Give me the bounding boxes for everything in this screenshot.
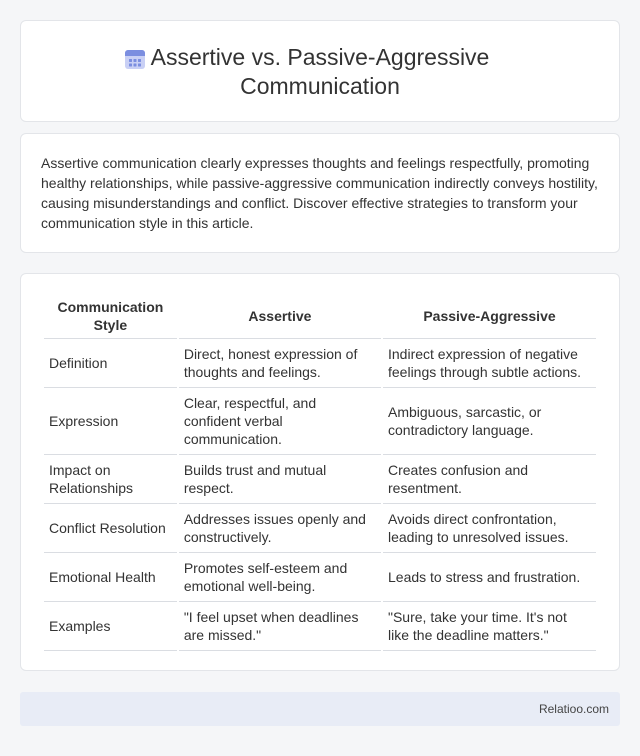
page-title	[21, 43, 619, 101]
header-passive-aggressive: Passive-Aggressive	[383, 294, 596, 339]
table-row	[44, 553, 596, 602]
comparison-card	[20, 273, 620, 671]
row-label: Emotional Health	[44, 553, 177, 602]
assertive-cell: Promotes self-esteem and emotional well-being.	[179, 553, 381, 602]
page-title-line-2: Communication	[240, 73, 400, 99]
title-card	[20, 20, 620, 122]
passive-aggressive-cell: Indirect expression of negative feelings through subtle actions.	[383, 339, 596, 388]
row-label: Examples	[44, 602, 177, 651]
row-label: Definition	[44, 339, 177, 388]
row-label: Expression	[44, 388, 177, 455]
passive-aggressive-cell: Leads to stress and frustration.	[383, 553, 596, 602]
assertive-cell: "I feel upset when deadlines are missed."	[179, 602, 381, 651]
footer-brand-link[interactable]: Relatioo.com	[538, 702, 609, 716]
table-row	[44, 504, 596, 553]
footer-bar	[20, 692, 620, 726]
assertive-cell: Clear, respectful, and confident verbal communication.	[179, 388, 381, 455]
assertive-cell: Addresses issues openly and constructively.	[179, 504, 381, 553]
row-label: Impact on Relationships	[44, 455, 177, 504]
header-communication-style: Communication Style	[44, 294, 177, 339]
table-row	[44, 455, 596, 504]
table-row	[44, 388, 596, 455]
passive-aggressive-cell: "Sure, take your time. It's not like the deadline matters."	[383, 602, 596, 651]
header-assertive: Assertive	[179, 294, 381, 339]
passive-aggressive-cell: Avoids direct confrontation, leading to unresolved issues.	[383, 504, 596, 553]
table-row	[44, 602, 596, 651]
assertive-cell: Builds trust and mutual respect.	[179, 455, 381, 504]
table-header-row	[44, 294, 596, 339]
row-label: Conflict Resolution	[44, 504, 177, 553]
intro-card	[20, 133, 620, 253]
page-title-line-1: Assertive vs. Passive-Aggressive	[150, 44, 490, 70]
passive-aggressive-cell: Creates confusion and resentment.	[383, 455, 596, 504]
comparison-table	[42, 294, 598, 651]
table-row	[44, 339, 596, 388]
passive-aggressive-cell: Ambiguous, sarcastic, or contradictory language.	[383, 388, 596, 455]
assertive-cell: Direct, honest expression of thoughts and feelings.	[179, 339, 381, 388]
intro-paragraph: Assertive communication clearly expresses thoughts and feelings respectfully, promoting healthy relationships, while passive-aggressive communication indirectly conveys hostility, causing misunderstandings and conflict. Discover effective strategies to transform your communication style in this article.	[41, 155, 598, 231]
